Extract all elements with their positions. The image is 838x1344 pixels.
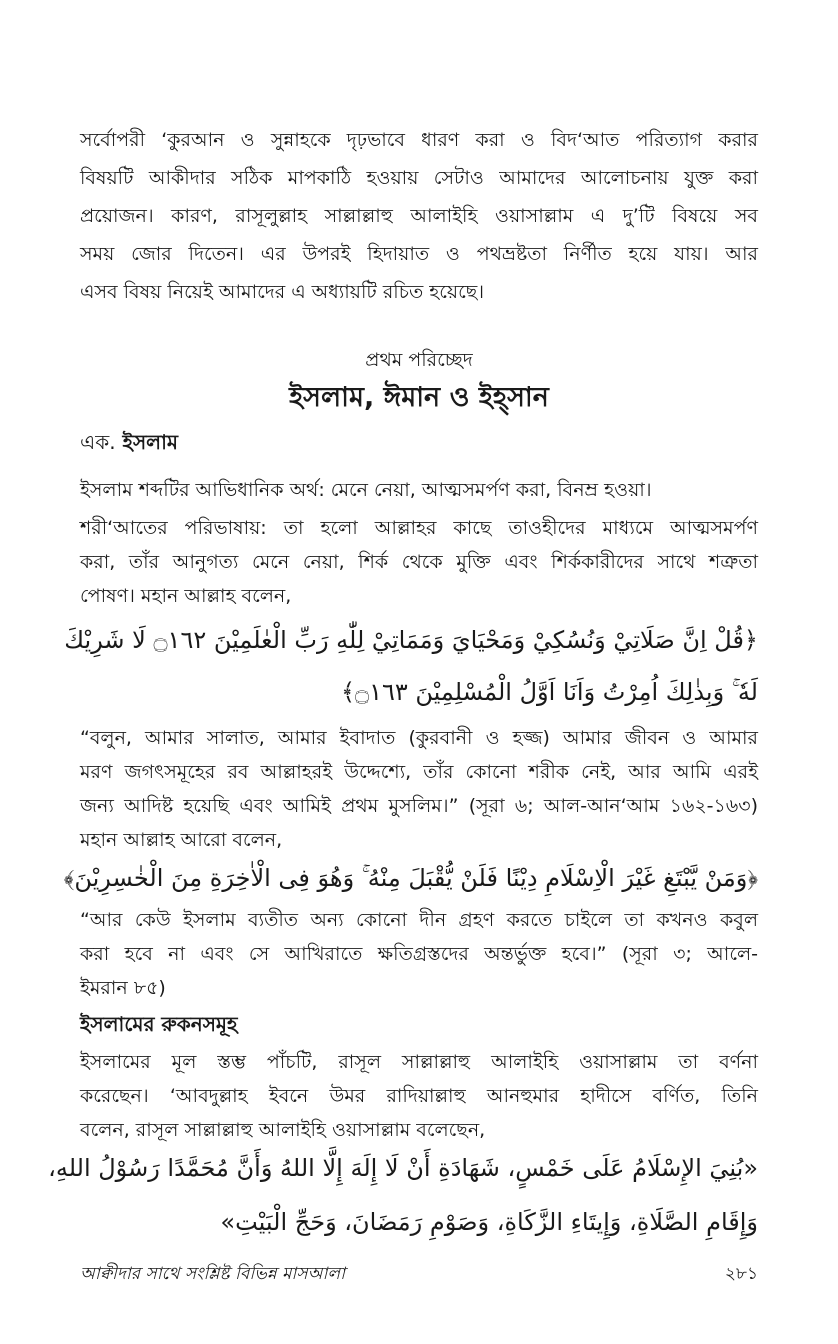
- pillars-line-3: বলেন, রাসূল সাল্লাল্লাহু আলাইহি ওয়াসাল্লাম বলেছেন,: [80, 1119, 486, 1141]
- pillars-line-1: ইসলামের মূল স্তম্ভ পাঁচটি, রাসূল সাল্লাল্লাহু আলাইহি ওয়াসাল্লাম তা বর্ণনা: [80, 1051, 758, 1073]
- quran-ayah-1-line-2: لَهٗ ۚ وَبِذٰلِكَ اُمِرْتُ وَاَنَا اَوَّلُ الْمُسْلِمِيْنَ ۝١٦٣﴾: [340, 678, 758, 706]
- pillars-heading: ইসলামের রুকনসমূহ: [80, 1012, 238, 1036]
- section-heading-islam: [80, 428, 758, 456]
- page-number: ২৮১: [724, 1264, 758, 1284]
- more-says-line: মহান আল্লাহ আরো বলেন,: [80, 829, 283, 851]
- chapter-kicker: প্রথম পরিচ্ছেদ: [365, 349, 473, 371]
- quran-ayah-2: ﴿وَمَنْ يَّبْتَغِ غَيْرَ الْاِسْلَامِ دِيْنًا فَلَنْ يُّقْبَلَ مِنْهُ ۚ وَهُوَ فِى الْاٰخِرَةِ مِنَ الْخٰسِرِيْنَ﴾: [63, 864, 758, 892]
- intro-line-4: সময় জোর দিতেন। এর উপরই হিদায়াত ও পথভ্রষ্টতা নির্ণীত হয়ে যায়। আর: [80, 243, 758, 265]
- quran-ayah-1-line-1: ﴿قُلْ اِنَّ صَلَاتِيْ وَنُسُكِيْ وَمَحْيَايَ وَمَمَاتِيْ لِلّٰهِ رَبِّ الْعٰلَمِيْنَ ۝١٦٢ لَا شَرِيْكَ: [64, 626, 758, 654]
- pillars-line-2: করেছেন। ‘আবদুল্লাহ ইবনে উমর রাদিয়াল্লাহু আনহুমার হাদীসে বর্ণিত, তিনি: [80, 1085, 758, 1107]
- section-number: এক.: [80, 430, 116, 454]
- translation-2-line-1: “আর কেউ ইসলাম ব্যতীত অন্য কোনো দীন গ্রহণ করতে চাইলে তা কখনও কবুল: [80, 909, 758, 931]
- intro-line-5: এসব বিষয় নিয়েই আমাদের এ অধ্যায়টি রচিত হয়েছে।: [80, 281, 485, 303]
- hadith-line-1: «بُنِيَ الإِسْلَامُ عَلَى خَمْسٍ، شَهَادَةِ أَنْ لَا إِلَهَ إِلَّا اللهُ وَأَنَّ مُحَمَّدًا رَسُوْلُ اللهِ،: [48, 1154, 758, 1182]
- sharia-line-1: শরী‘আতের পরিভাষায়: তা হলো আল্লাহর কাছে তাওহীদের মাধ্যমে আত্মসমর্পণ: [80, 517, 758, 539]
- translation-2-line-2: করা হবে না এবং সে আখিরাতে ক্ষতিগ্রস্তদের অন্তর্ভুক্ত হবে।” (সূরা ৩; আলে-: [80, 943, 758, 965]
- translation-1-line-1: “বলুন, আমার সালাত, আমার ইবাদাত (কুরবানী ও হজ্জ) আমার জীবন ও আমার: [80, 727, 758, 749]
- section-title: ইসলাম: [122, 430, 178, 454]
- book-page: [48, 0, 758, 1344]
- chapter-title: ইসলাম, ঈমান ও ইহ্‌সান: [289, 382, 549, 413]
- intro-line-3: প্রয়োজন। কারণ, রাসূলুল্লাহ সাল্লাল্লাহু আলাইহি ওয়াসাল্লাম এ দু’টি বিষয়ে সব: [80, 205, 758, 227]
- translation-1-line-3: জন্য আদিষ্ট হয়েছি এবং আমিই প্রথম মুসলিম।” (সূরা ৬; আল-আন‘আম ১৬২-১৬৩): [80, 795, 758, 817]
- definition-line: ইসলাম শব্দটির আভিধানিক অর্থ: মেনে নেয়া, আত্মসমর্পণ করা, বিনম্র হওয়া।: [80, 479, 652, 501]
- intro-line-1: সর্বোপরী ‘কুরআন ও সুন্নাহকে দৃঢ়ভাবে ধারণ করা ও বিদ‘আত পরিত্যাগ করার: [80, 129, 758, 151]
- sharia-line-2: করা, তাঁর আনুগত্য মেনে নেয়া, শির্ক থেকে মুক্তি এবং শির্ককারীদের সাথে শত্রুতা: [80, 551, 758, 573]
- hadith-line-2: وَإِقَامِ الصَّلَاةِ، وَإِيتَاءِ الزَّكَاةِ، وَصَوْمِ رَمَضَانَ، وَحَجِّ الْبَيْتِ»: [220, 1208, 758, 1236]
- translation-1-line-2: মরণ জগৎসমূহের রব আল্লাহরই উদ্দেশ্যে, তাঁর কোনো শরীক নেই, আর আমি এরই: [80, 761, 758, 783]
- sharia-line-3: পোষণ। মহান আল্লাহ বলেন,: [80, 585, 292, 607]
- running-footer-title: আক্বীদার সাথে সংশ্লিষ্ট বিভিন্ন মাসআলা: [80, 1264, 346, 1284]
- intro-line-2: বিষয়টি আকীদার সঠিক মাপকাঠি হওয়ায় সেটাও আমাদের আলোচনায় যুক্ত করা: [80, 167, 758, 189]
- translation-2-line-3: ইমরান ৮৫): [80, 977, 166, 999]
